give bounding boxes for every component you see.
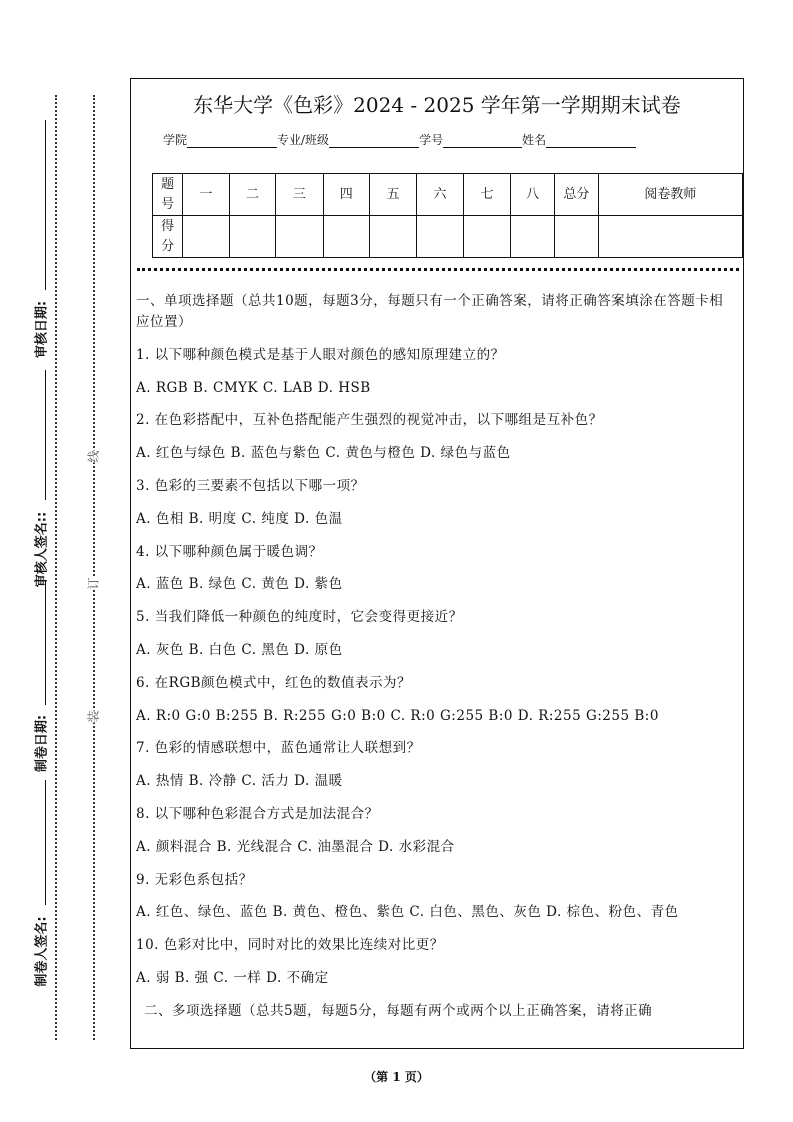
reviewer-signature-line <box>45 370 46 500</box>
score-table <box>152 173 743 258</box>
row-label-score: 得分 <box>153 216 183 258</box>
question-text: 8. 以下哪种色彩混合方式是加法混合？ <box>136 805 379 822</box>
col-header: 二 <box>229 174 275 216</box>
review-date-label: 审核日期: <box>34 300 50 359</box>
compile-date-label: 制卷日期: <box>34 714 50 773</box>
page-number: （第 1 页） <box>364 1070 429 1084</box>
question-text: 4. 以下哪种颜色属于暖色调？ <box>136 543 323 560</box>
binding-label-line: 线 <box>86 450 101 463</box>
col-header: 一 <box>183 174 229 216</box>
score-cell[interactable] <box>276 216 323 258</box>
college-label: 学院 <box>163 133 188 147</box>
col-header: 阅卷教师 <box>598 174 742 216</box>
question-text: 2. 在色彩搭配中，互补色搭配能产生强烈的视觉冲击，以下哪组是互补色？ <box>136 412 603 429</box>
question-options: A. 色相 B. 明度 C. 纯度 D. 色温 <box>136 510 343 527</box>
score-table-header-row <box>153 174 743 216</box>
question-options: A. 弱 B. 强 C. 一样 D. 不确定 <box>136 969 329 986</box>
exam-questions <box>136 291 737 1034</box>
question-options: A. 热情 B. 冷静 C. 活力 D. 温暖 <box>136 773 343 790</box>
score-cell[interactable] <box>511 216 555 258</box>
score-cell[interactable] <box>554 216 598 258</box>
col-header: 总分 <box>554 174 598 216</box>
name-field[interactable] <box>546 133 636 148</box>
question-text: 9. 无彩色系包括？ <box>136 871 253 888</box>
seal-dotted-line-outer <box>55 95 57 1040</box>
question-text: 10. 色彩对比中，同时对比的效果比连续对比更？ <box>136 937 444 954</box>
major-field[interactable] <box>329 133 419 148</box>
college-field[interactable] <box>187 133 277 148</box>
question-options: A. 灰色 B. 白色 C. 黑色 D. 原色 <box>136 641 343 658</box>
col-header: 五 <box>369 174 416 216</box>
name-label: 姓名 <box>522 133 547 147</box>
question-options: A. 蓝色 B. 绿色 C. 黄色 D. 紫色 <box>136 576 343 593</box>
question-options: A. 颜料混合 B. 光线混合 C. 油墨混合 D. 水彩混合 <box>136 838 455 855</box>
col-header: 七 <box>463 174 510 216</box>
binding-label-staple: 订 <box>86 577 101 590</box>
question-options: A. 红色、绿色、蓝色 B. 黄色、橙色、紫色 C. 白色、黑色、灰色 D. 棕色、粉色、青色 <box>136 904 679 921</box>
col-header: 四 <box>323 174 369 216</box>
question-text: 5. 当我们降低一种颜色的纯度时，它会变得更接近？ <box>136 609 463 626</box>
reviewer-signature-label: 审核人签名:: <box>34 511 50 588</box>
score-cell[interactable] <box>598 216 742 258</box>
question-text: 3. 色彩的三要素不包括以下哪一项？ <box>136 477 365 494</box>
score-cell[interactable] <box>323 216 369 258</box>
question-options: A. R:0 G:0 B:255 B. R:255 G:0 B:0 C. R:0 G:255 B:0 D. R:255 G:255 B:0 <box>136 707 659 724</box>
major-label: 专业/班级 <box>277 133 330 147</box>
col-header: 三 <box>276 174 323 216</box>
question-options: A. RGB B. CMYK C. LAB D. HSB <box>136 379 371 396</box>
binding-label-pack: 装 <box>86 710 101 723</box>
col-header: 六 <box>417 174 463 216</box>
compiler-signature-label: 制卷人签名: <box>34 916 50 987</box>
seal-dotted-line-inner <box>93 95 95 1040</box>
section2-heading: 二、多项选择题（总共5题，每题5分，每题有两个或两个以上正确答案，请将正确 <box>144 1002 653 1019</box>
score-cell[interactable] <box>229 216 275 258</box>
exam-title: 东华大学《色彩》2024 - 2025 学年第一学期期末试卷 <box>193 93 681 117</box>
col-header: 八 <box>511 174 555 216</box>
compiler-signature-line <box>45 780 46 905</box>
question-text: 7. 色彩的情感联想中，蓝色通常让人联想到？ <box>136 740 421 757</box>
score-cell[interactable] <box>369 216 416 258</box>
review-date-line <box>45 120 46 290</box>
score-cell[interactable] <box>417 216 463 258</box>
score-table-score-row <box>153 216 743 258</box>
question-options: A. 红色与绿色 B. 蓝色与紫色 C. 黄色与橙色 D. 绿色与蓝色 <box>136 445 511 462</box>
student-id-label: 学号 <box>419 133 444 147</box>
question-text: 1. 以下哪种颜色模式是基于人眼对颜色的感知原理建立的？ <box>136 346 505 363</box>
section1-heading: 一、单项选择题（总共10题，每题3分，每题只有一个正确答案，请将正确答案填涂在答题卡相应位置） <box>136 293 724 330</box>
question-text: 6. 在RGB颜色模式中，红色的数值表示为？ <box>136 674 412 691</box>
score-cell[interactable] <box>183 216 229 258</box>
compile-date-line <box>45 580 46 705</box>
student-id-field[interactable] <box>443 133 522 148</box>
section-separator <box>137 268 739 271</box>
student-info-row <box>163 131 636 148</box>
row-label-question-no: 题号 <box>153 174 183 216</box>
exam-content-frame <box>130 78 744 1049</box>
score-cell[interactable] <box>463 216 510 258</box>
